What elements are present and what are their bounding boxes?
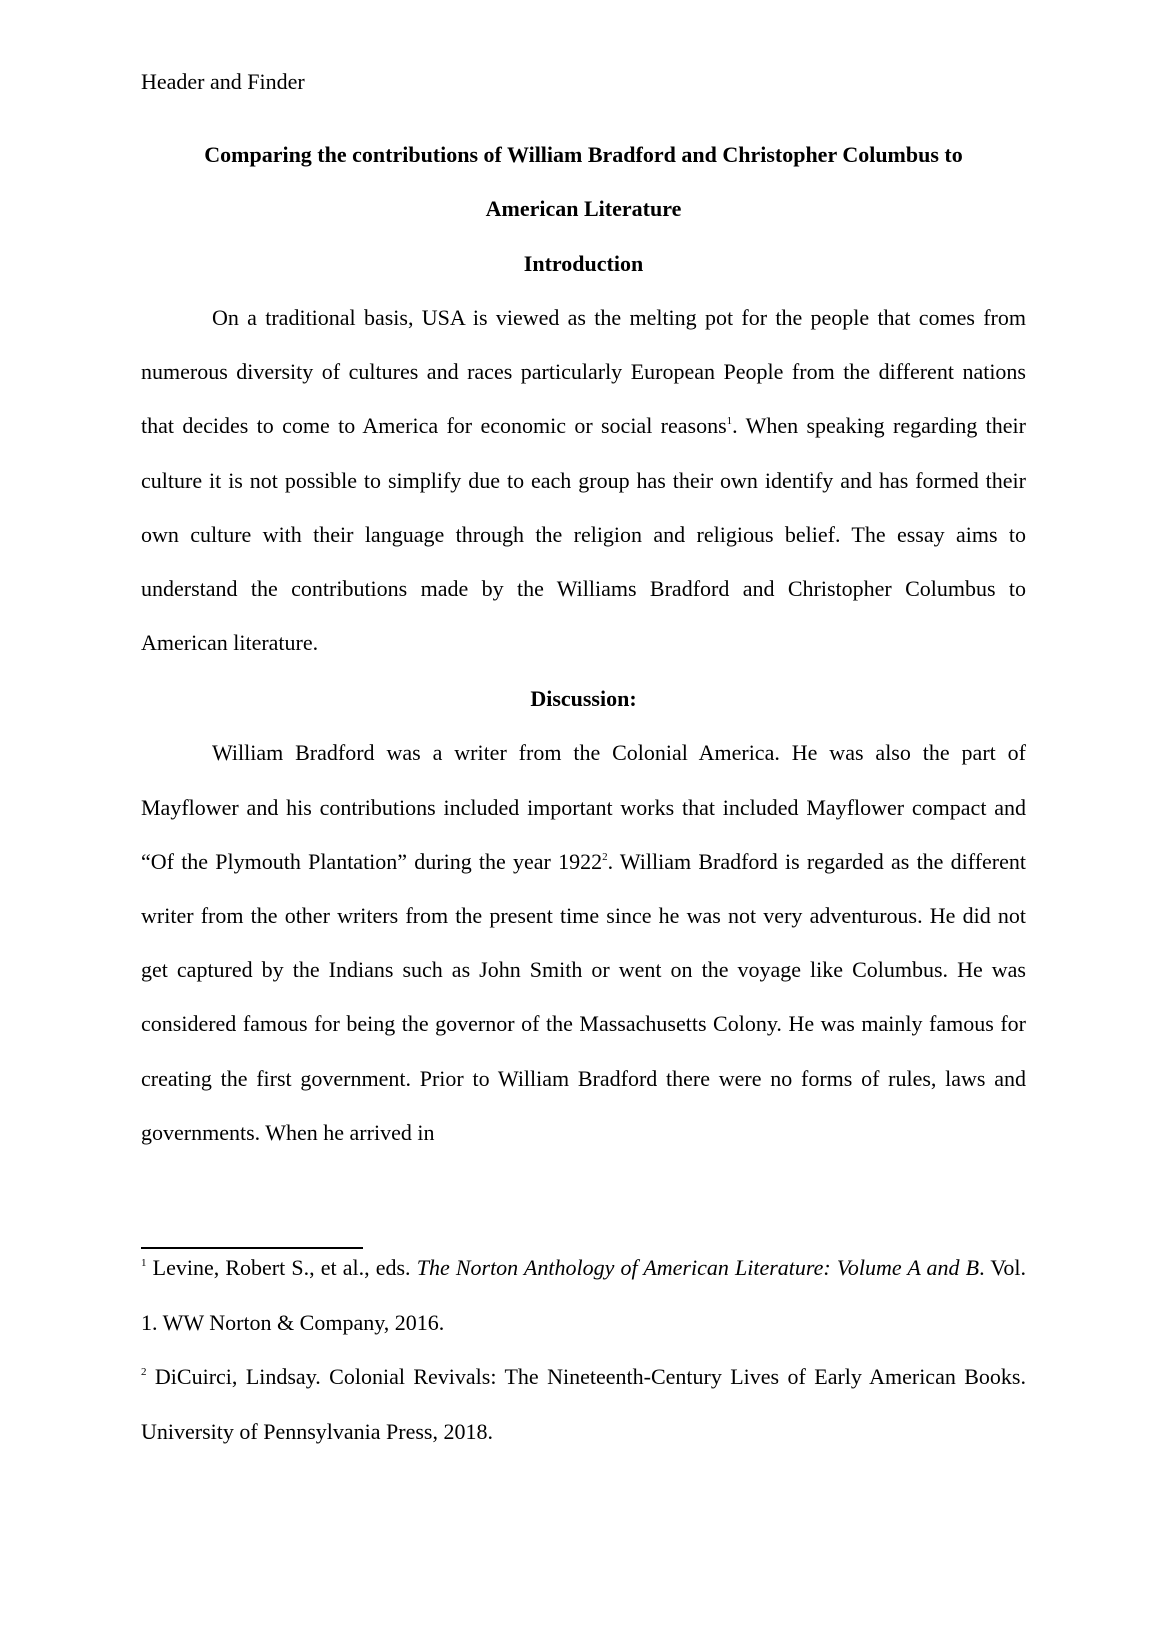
document-title <box>141 128 1026 236</box>
footnote-reference-1[interactable]: 1 <box>726 415 733 428</box>
discussion-heading: Discussion: <box>530 686 637 712</box>
footnote-1-rest: . Vol. 1. WW Norton & Company, 2016. <box>141 1255 1026 1335</box>
title-line-1: Comparing the contributions of William Bradford and Christopher Columbus to <box>204 142 963 167</box>
discussion-text: William Bradford was a writer from the Colonial America. He was also the part of Mayflower and his contributions included important works that included Mayflower compact and “Of the Plymouth Plantation” during the year 1922 <box>141 740 1026 874</box>
footnote-1-lead: Levine, Robert S., et al., eds. <box>146 1255 417 1280</box>
title-line-2: American Literature <box>485 196 682 221</box>
discussion-text-continued: . William Bradford is regarded as the different writer from the other writers from the present time since he was not very adventurous. He did not get captured by the Indians such as John Smith or went on the voyage like Columbus. He was considered famous for being the governor of the Massachusetts Colony. He was mainly famous for creating the first government. Prior to William Bradford there were no forms of rules, laws and governments. When he arrived in <box>141 848 1026 1145</box>
introduction-text: On a traditional basis, USA is viewed as the melting pot for the people that comes from numerous diversity of cultures and races particularly European People from the different nations that decides to come to America for economic or social reasons <box>141 305 1026 439</box>
footnote-marker-2: 2 <box>141 1366 147 1378</box>
footnote-1-title: The Norton Anthology of American Literature: Volume A and B <box>416 1255 980 1280</box>
footnote-reference-2[interactable]: 2 <box>602 850 608 863</box>
running-header: Header and Finder <box>141 69 305 94</box>
footnote-2 <box>141 1350 1026 1459</box>
footnotes <box>141 1241 1026 1459</box>
introduction-paragraph <box>141 291 1026 670</box>
footnote-2-text: DiCuirci, Lindsay. Colonial Revivals: The Nineteenth-Century Lives of Early American Books. University of Pennsylvania Press, 2018. <box>141 1364 1026 1444</box>
introduction-text-continued: . When speaking regarding their culture it is not possible to simplify due to each group has their own identify and has formed their own culture with their language through the religion and religious belief. The essay aims to understand the contributions made by the Williams Bradford and Christopher Columbus to American literature. <box>141 413 1026 656</box>
footnote-1 <box>141 1241 1026 1350</box>
introduction-heading: Introduction <box>523 251 644 276</box>
discussion-paragraph <box>141 726 1026 1160</box>
document-body <box>141 128 1026 1160</box>
footnote-marker-1: 1 <box>141 1257 147 1269</box>
